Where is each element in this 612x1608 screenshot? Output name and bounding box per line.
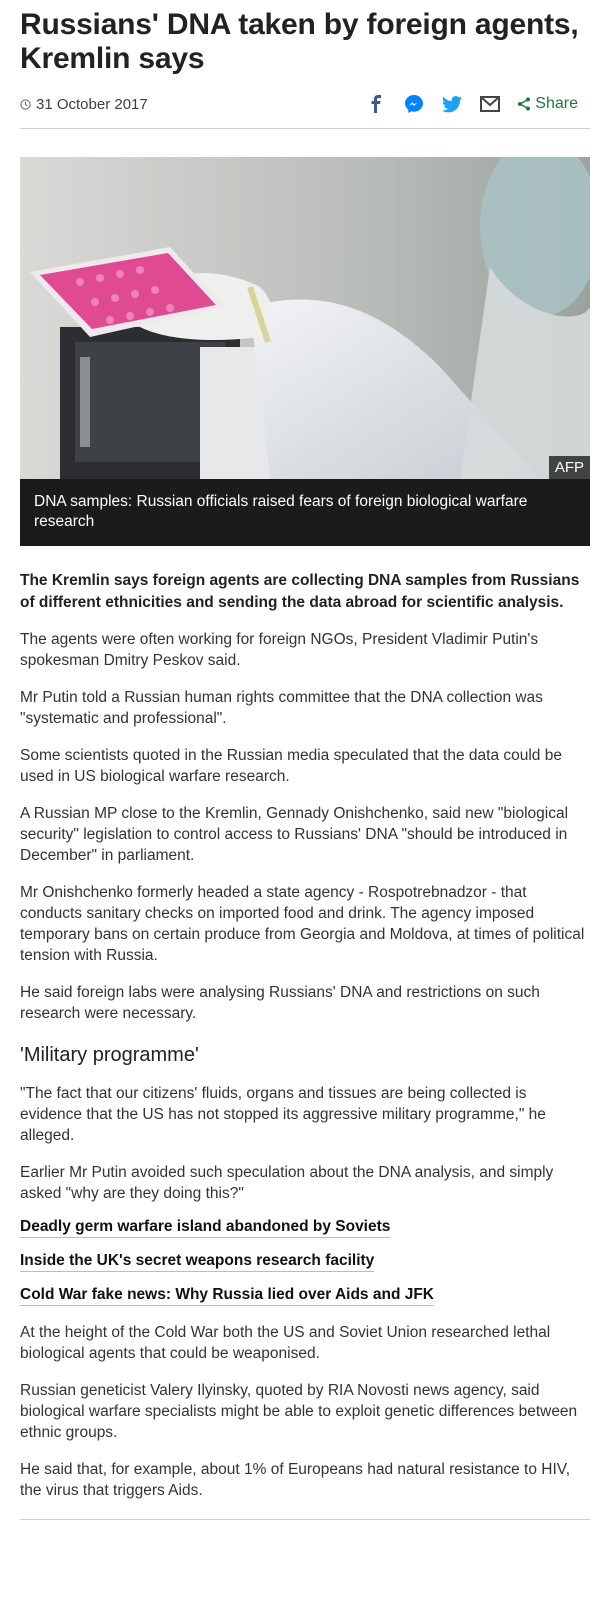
share-button[interactable] (517, 95, 578, 113)
divider (20, 1519, 590, 1520)
article-title: Russians' DNA taken by foreign agents, Kremlin says (20, 8, 579, 75)
body-paragraph: Mr Onishchenko formerly headed a state agency - Rospotrebnadzor - that conducts sanitary checks on imported food and drink. The agency imposed temporary bans on certain produce from Georgia and Moldova, at times of political tension with Russia. (20, 884, 585, 964)
body-paragraph: A Russian MP close to the Kremlin, Gennady Onishchenko, said new "biological security" legislation to control access to Russians' DNA "should be introduced in December" in parliament. (20, 805, 569, 864)
body-paragraph: He said foreign labs were analysing Russians' DNA and restrictions on such research were necessary. (20, 984, 540, 1022)
related-link-germ-island[interactable]: Deadly germ warfare island abandoned by Soviets (20, 1218, 390, 1238)
clock-icon (20, 99, 31, 110)
photo-credit: AFP (549, 456, 590, 479)
email-icon[interactable] (479, 93, 501, 115)
body-paragraph: He said that, for example, about 1% of Europeans had natural resistance to HIV, the virus that triggers Aids. (20, 1461, 571, 1499)
twitter-icon[interactable] (441, 93, 463, 115)
facebook-icon[interactable] (365, 93, 387, 115)
share-icon (517, 97, 531, 111)
related-link-wrap (20, 1218, 590, 1238)
related-link-cold-war-fake-news[interactable]: Cold War fake news: Why Russia lied over Aids and JFK (20, 1286, 434, 1306)
dna-sample-photo (20, 157, 590, 479)
related-link-wrap (20, 1252, 590, 1272)
share-tools (349, 93, 578, 115)
publish-date-text: 31 October 2017 (36, 96, 148, 113)
body-paragraph: Russian geneticist Valery Ilyinsky, quoted by RIA Novosti news agency, said biological warfare specialists might be able to exploit genetic differences between ethnic groups. (20, 1382, 578, 1441)
body-paragraph: The agents were often working for foreign NGOs, President Vladimir Putin's spokesman Dmitry Peskov said. (20, 631, 539, 669)
article-meta (20, 76, 590, 129)
body-paragraph: "The fact that our citizens' fluids, organs and tissues are being collected is evidence that the US has not stopped its aggressive military programme," he alleged. (20, 1085, 546, 1144)
related-link-wrap (20, 1286, 590, 1306)
body-paragraph: Some scientists quoted in the Russian media speculated that the data could be used in US biological warfare research. (20, 747, 562, 785)
lead-photo (20, 157, 590, 479)
publish-date (20, 96, 148, 113)
body-paragraph: At the height of the Cold War both the US and Soviet Union researched lethal biological agents that could be weaponised. (20, 1324, 551, 1362)
related-link-weapons-facility[interactable]: Inside the UK's secret weapons research facility (20, 1252, 374, 1272)
photo-caption: DNA samples: Russian officials raised fears of foreign biological warfare research (20, 479, 590, 546)
section-heading: 'Military programme' (20, 1044, 199, 1066)
article (20, 8, 590, 1520)
article-intro: The Kremlin says foreign agents are collecting DNA samples from Russians of different ethnicities and sending the data abroad for scientific analysis. (20, 572, 580, 611)
lead-figure (20, 157, 590, 546)
body-paragraph: Mr Putin told a Russian human rights committee that the DNA collection was "systematic and professional". (20, 689, 543, 727)
share-label: Share (535, 95, 578, 112)
messenger-icon[interactable] (403, 93, 425, 115)
body-paragraph: Earlier Mr Putin avoided such speculation about the DNA analysis, and simply asked "why are they doing this?" (20, 1164, 554, 1202)
